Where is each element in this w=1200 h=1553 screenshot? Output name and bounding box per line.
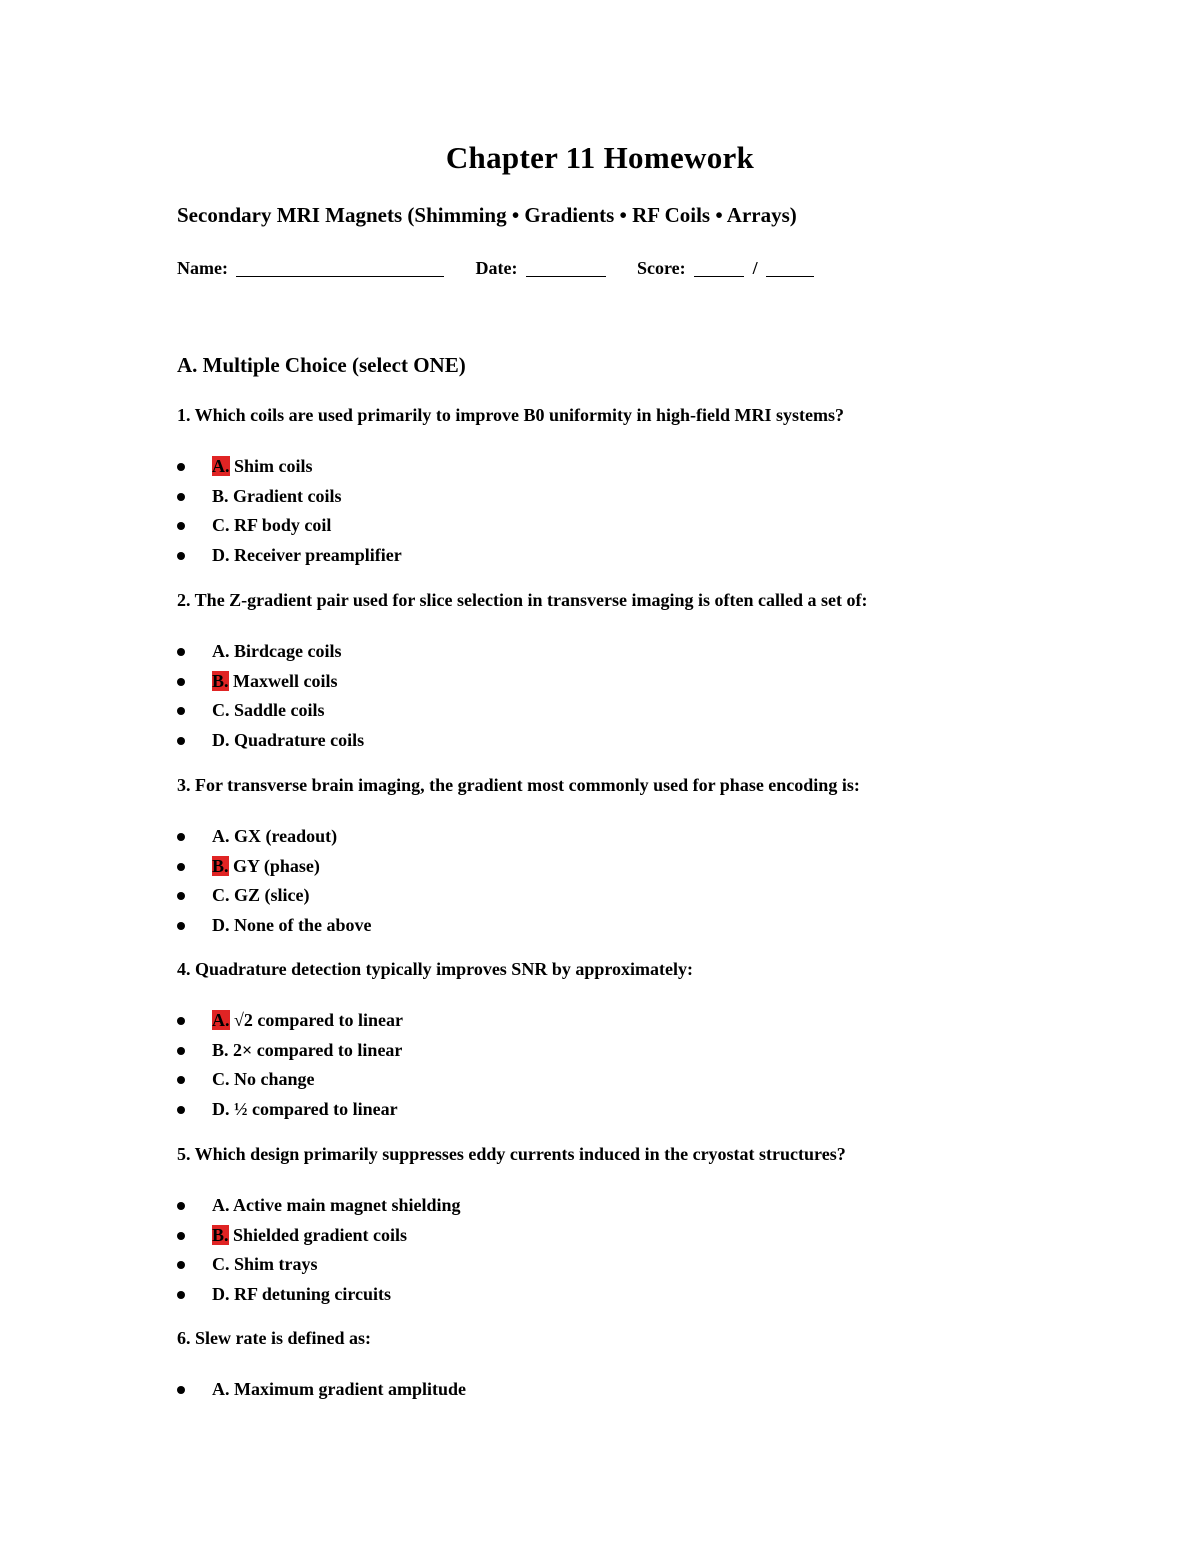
bullet-icon <box>177 707 185 715</box>
option-letter: B. <box>212 485 229 506</box>
bullet-icon <box>177 1261 185 1269</box>
question-text: 3. For transverse brain imaging, the gradient most commonly used for phase encoding is: <box>177 775 860 795</box>
selected-answer-letter: B. <box>212 855 229 876</box>
option-text: Birdcage coils <box>234 641 342 661</box>
bullet-icon <box>177 463 185 471</box>
bullet-icon <box>177 678 185 686</box>
option-body <box>212 1250 318 1280</box>
option-body <box>212 1221 407 1251</box>
bullet-icon <box>177 493 185 501</box>
bullet-icon <box>177 833 185 841</box>
bullet-icon <box>177 1386 185 1394</box>
section-heading: A. Multiple Choice (select ONE) <box>177 353 466 377</box>
option-text: RF detuning circuits <box>234 1283 392 1304</box>
option-text: Receiver preamplifier <box>234 544 402 565</box>
option-text: Shim trays <box>234 1254 318 1274</box>
option-body <box>212 1006 403 1036</box>
option-body <box>212 911 372 941</box>
bullet-icon <box>177 1106 185 1114</box>
option-text: None of the above <box>234 914 372 935</box>
option-letter: D. <box>212 1283 230 1304</box>
option-body <box>212 637 341 667</box>
option-letter: A. <box>212 1379 230 1399</box>
question-text: 6. Slew rate is defined as: <box>177 1328 371 1348</box>
option-letter: D. <box>212 544 230 565</box>
option-text: GX (readout) <box>234 826 338 846</box>
option-text: Saddle coils <box>234 700 325 720</box>
selected-answer-letter: B. <box>212 670 229 691</box>
question-text: 5. Which design primarily suppresses eddy currents induced in the cryostat structures? <box>177 1144 846 1164</box>
option-text: √2 compared to linear <box>234 1010 404 1030</box>
student-info-fields <box>177 257 814 279</box>
option-text: Shielded gradient coils <box>233 1224 408 1245</box>
score-earned-blank[interactable] <box>694 260 744 277</box>
option-body <box>212 541 402 571</box>
option-letter: A. <box>212 826 230 846</box>
bullet-icon <box>177 1047 185 1055</box>
question-text: 1. Which coils are used primarily to improve B0 uniformity in high-field MRI systems? <box>177 405 845 425</box>
option-body <box>212 1095 398 1125</box>
option-body <box>212 881 309 911</box>
option-body <box>212 1375 466 1405</box>
option-letter: D. <box>212 914 230 935</box>
bullet-icon <box>177 1202 185 1210</box>
name-label: Name: <box>177 258 228 278</box>
option-text: Quadrature coils <box>234 729 365 750</box>
option-body <box>212 511 331 541</box>
bullet-icon <box>177 863 185 871</box>
option-text: GY (phase) <box>233 855 320 876</box>
score-separator: / <box>752 258 758 278</box>
option-body <box>212 452 313 482</box>
page-title: Chapter 11 Homework <box>445 140 755 175</box>
option-letter: C. <box>212 515 230 535</box>
option-text: Maximum gradient amplitude <box>234 1379 466 1399</box>
option-body <box>212 667 338 697</box>
option-text: RF body coil <box>234 515 332 535</box>
date-label: Date: <box>475 258 518 278</box>
option-letter: C. <box>212 700 230 720</box>
bullet-icon <box>177 648 185 656</box>
question-text: 4. Quadrature detection typically improves SNR by approximately: <box>177 959 693 979</box>
option-body <box>212 1065 315 1095</box>
bullet-icon <box>177 892 185 900</box>
page-subtitle: Secondary MRI Magnets (Shimming • Gradients • RF Coils • Arrays) <box>177 203 797 227</box>
option-letter: C. <box>212 885 230 905</box>
bullet-icon <box>177 1017 185 1025</box>
option-body <box>212 822 337 852</box>
bullet-icon <box>177 1232 185 1240</box>
score-total-blank[interactable] <box>766 260 814 277</box>
option-body <box>212 1280 391 1310</box>
option-letter: D. <box>212 729 230 750</box>
bullet-icon <box>177 922 185 930</box>
option-letter: C. <box>212 1069 230 1089</box>
selected-answer-letter: B. <box>212 1224 229 1245</box>
option-text: GZ (slice) <box>234 885 310 905</box>
option-text: No change <box>234 1069 315 1089</box>
option-letter: A. <box>212 641 230 661</box>
selected-answer-letter: A. <box>212 456 230 476</box>
option-letter: D. <box>212 1098 230 1119</box>
option-body <box>212 482 342 512</box>
bullet-icon <box>177 552 185 560</box>
bullet-icon <box>177 1291 185 1299</box>
name-blank[interactable] <box>236 260 444 277</box>
option-body <box>212 726 364 756</box>
score-label: Score: <box>636 258 686 278</box>
option-text: ½ compared to linear <box>234 1098 398 1119</box>
option-text: Gradient coils <box>233 485 342 506</box>
bullet-icon <box>177 1076 185 1084</box>
date-blank[interactable] <box>526 260 606 277</box>
option-text: Active main magnet shielding <box>233 1195 461 1215</box>
option-body <box>212 1036 402 1066</box>
option-text: 2× compared to linear <box>233 1039 403 1060</box>
option-letter: B. <box>212 1039 229 1060</box>
option-body <box>212 696 325 726</box>
option-text: Shim coils <box>234 456 313 476</box>
option-text: Maxwell coils <box>233 670 338 691</box>
bullet-icon <box>177 522 185 530</box>
bullet-icon <box>177 737 185 745</box>
option-body <box>212 1191 461 1221</box>
selected-answer-letter: A. <box>212 1010 230 1030</box>
option-letter: A. <box>212 1195 230 1215</box>
option-letter: C. <box>212 1254 230 1274</box>
option-body <box>212 852 320 882</box>
question-text: 2. The Z-gradient pair used for slice selection in transverse imaging is often called a set of: <box>177 590 868 610</box>
